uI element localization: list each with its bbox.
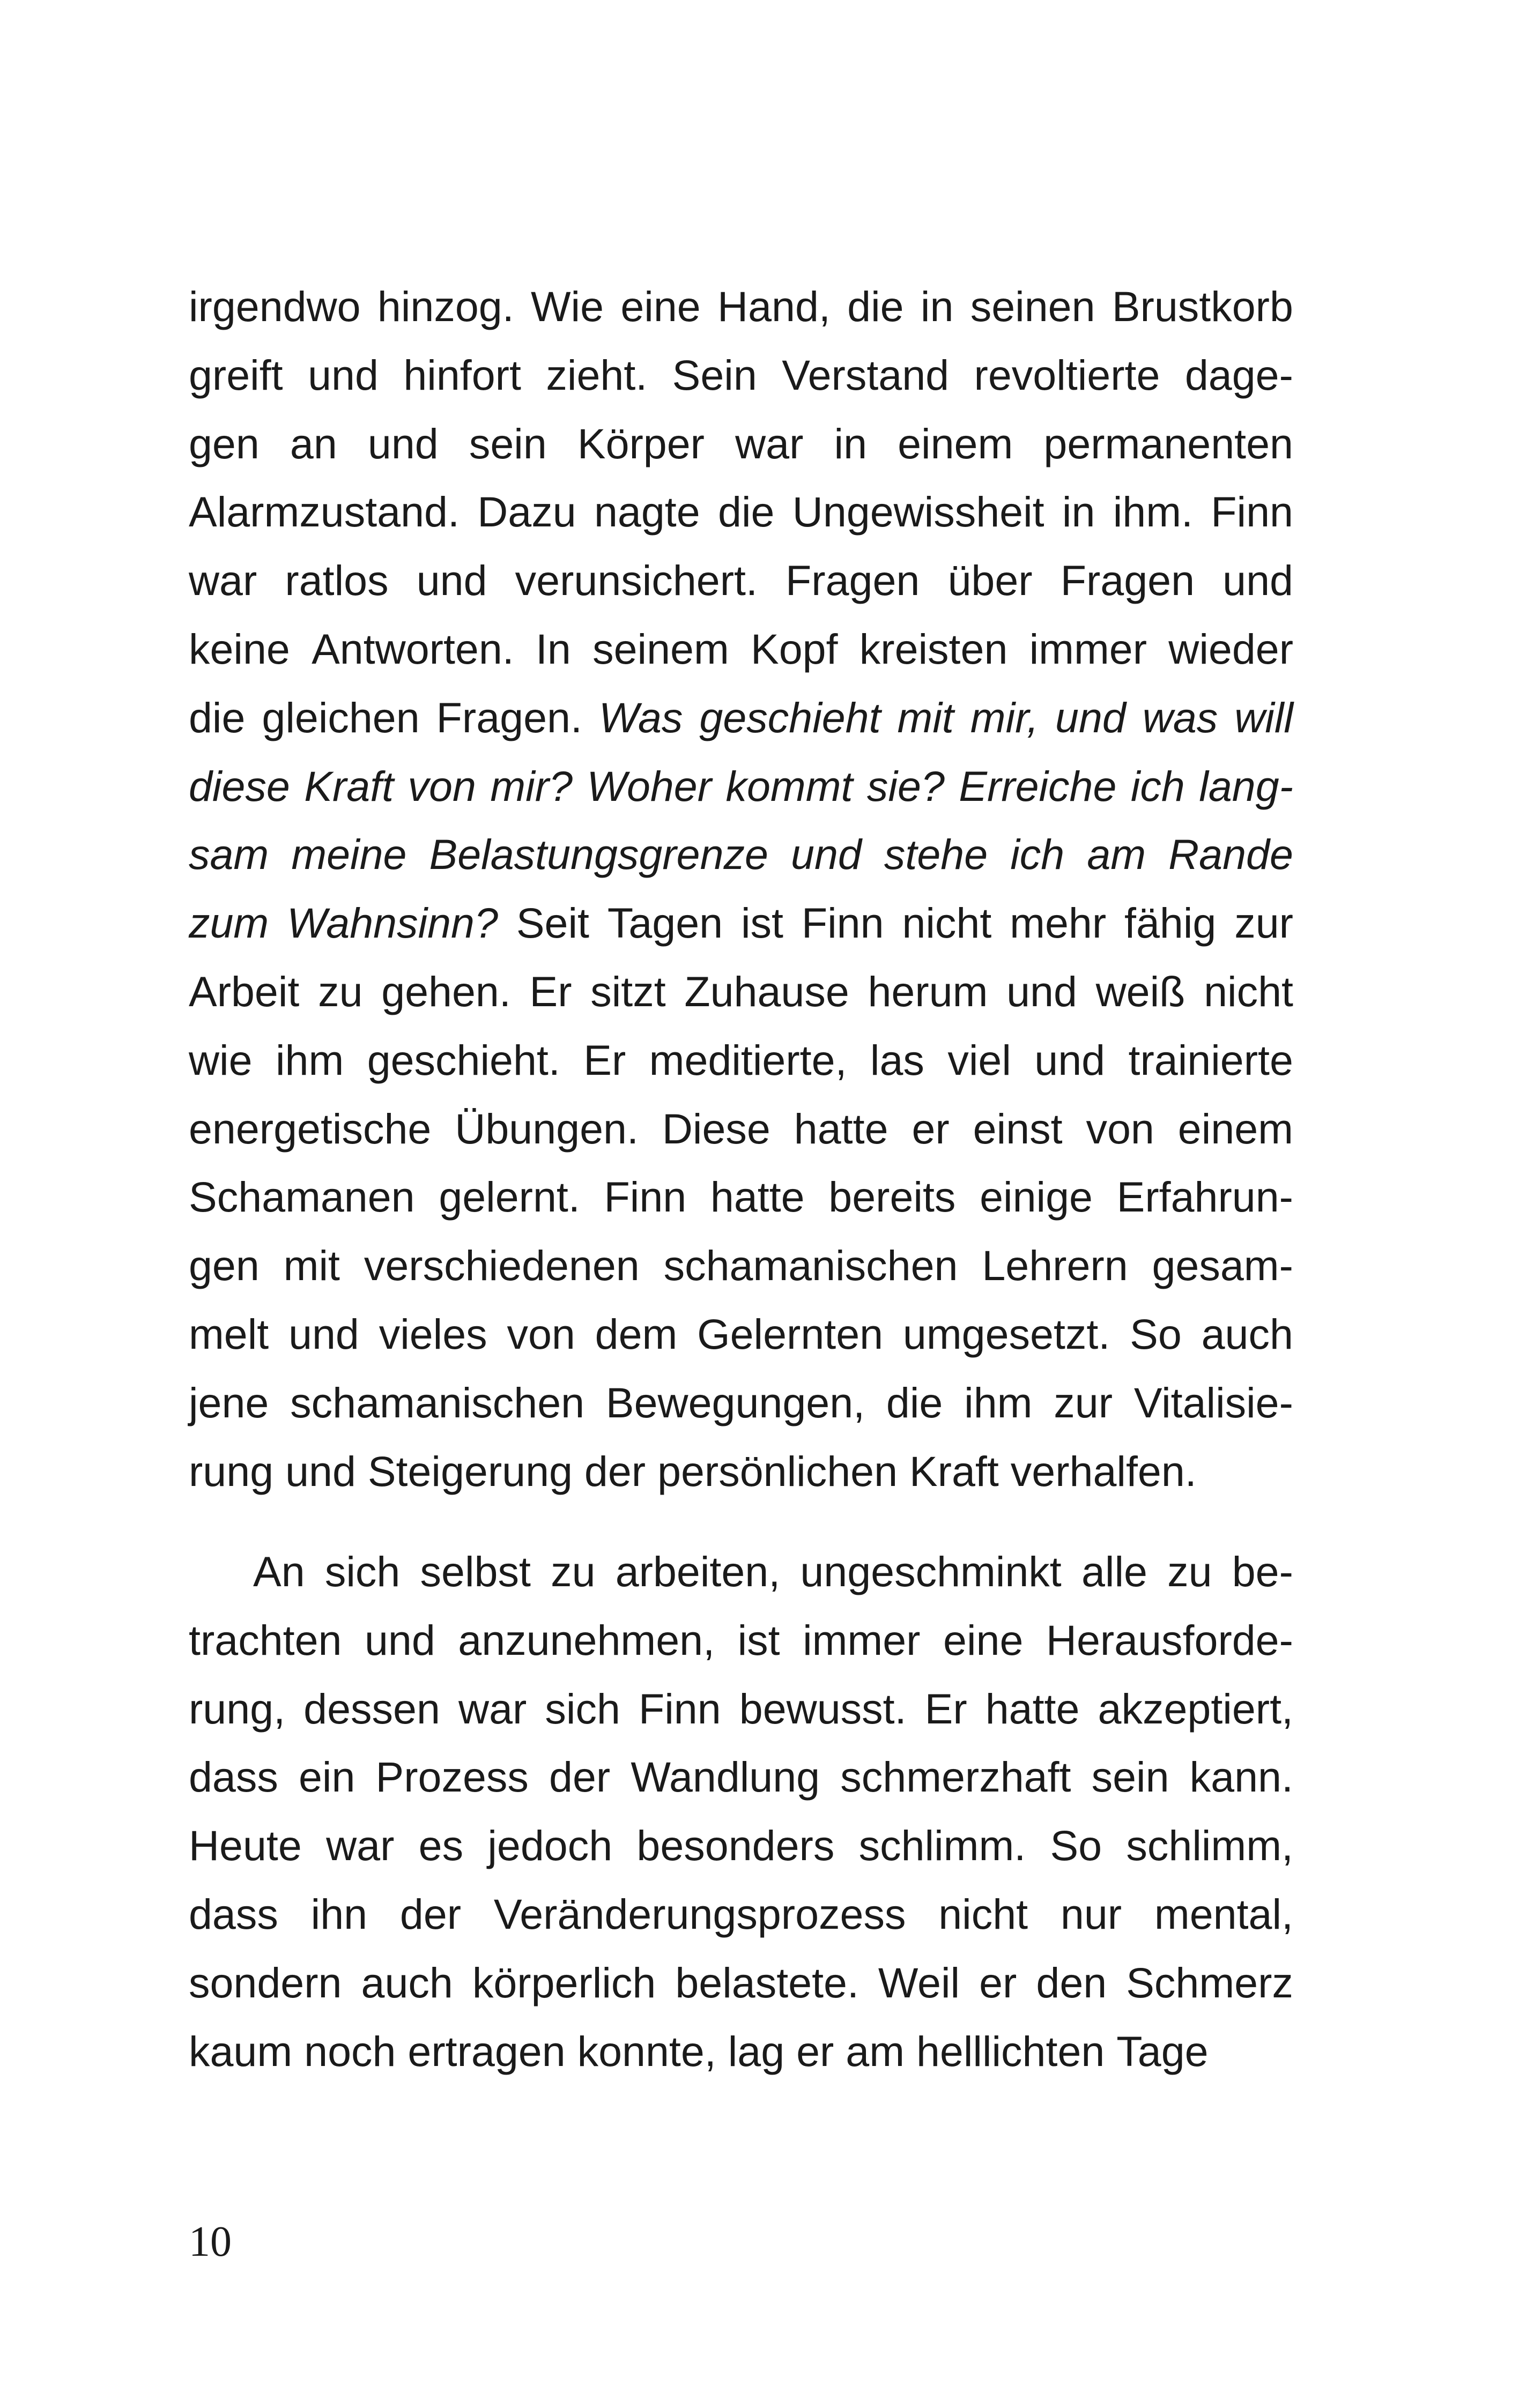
word: nagte <box>594 488 700 536</box>
text-line <box>189 1163 1293 1231</box>
word: Erreiche <box>959 762 1117 810</box>
paragraph-2 <box>189 1537 1293 2085</box>
word: In <box>535 625 571 673</box>
word: wie <box>189 1036 253 1084</box>
word: ertragen <box>407 2027 577 2075</box>
word: akzeptiert, <box>1098 1684 1293 1733</box>
word: schamanischen <box>663 1242 958 1290</box>
word: eine <box>620 283 701 330</box>
word: und <box>285 1447 368 1495</box>
word: immer <box>1029 625 1147 673</box>
word: nicht <box>938 1890 1028 1938</box>
word: greift <box>189 351 283 399</box>
word: sich <box>545 1684 620 1733</box>
word: sitzt <box>590 967 666 1015</box>
text-line <box>189 478 1293 546</box>
word: An <box>253 1548 305 1595</box>
word: Vitalisie- <box>1133 1378 1293 1426</box>
word: rung <box>189 1447 286 1495</box>
word: Erfahrun- <box>1116 1173 1293 1221</box>
word: Er <box>924 1684 967 1733</box>
word: noch <box>304 2027 408 2075</box>
word: verschiedenen <box>364 1242 640 1290</box>
word: bewusst. <box>739 1684 907 1733</box>
word: Tagen <box>607 899 723 947</box>
word: revoltierte <box>974 351 1160 399</box>
word: fähig <box>1124 899 1217 947</box>
word: der <box>584 1447 658 1495</box>
word: Er <box>529 967 572 1015</box>
word: bereits <box>828 1173 956 1221</box>
word: in <box>1062 488 1095 536</box>
word: ich <box>1010 830 1065 879</box>
word: vieles <box>379 1310 487 1358</box>
word: zu <box>551 1548 596 1595</box>
word: belastete. <box>675 1958 859 2006</box>
word: zum <box>189 899 269 947</box>
word: hatte <box>794 1104 888 1153</box>
word: lang- <box>1199 762 1293 810</box>
word: Weil <box>878 1958 960 2006</box>
text-line <box>189 889 1293 957</box>
word: irgendwo <box>189 283 361 330</box>
word: Wie <box>530 283 604 330</box>
word: alle <box>1081 1548 1147 1595</box>
word: Gelernten <box>697 1310 884 1358</box>
word: dem <box>595 1310 678 1358</box>
text-line <box>189 1675 1293 1743</box>
word: am <box>846 2027 916 2075</box>
word: Steigerung <box>367 1447 584 1495</box>
word: Alarmzustand. <box>189 488 460 536</box>
word: ich <box>1130 762 1185 810</box>
word: Bewegungen, <box>605 1378 865 1426</box>
word: geschieht <box>699 693 881 741</box>
word: an <box>290 419 337 467</box>
word: konnte, <box>577 2027 728 2075</box>
text-line <box>189 341 1293 410</box>
word: So <box>1130 1310 1182 1358</box>
word: die <box>886 1378 943 1426</box>
word: eine <box>943 1616 1024 1664</box>
word: den <box>1036 1958 1107 2006</box>
paragraph-1 <box>189 272 1293 1505</box>
text-line <box>189 752 1293 821</box>
word: selbst <box>420 1548 531 1595</box>
word: weiß <box>1095 967 1185 1015</box>
word: dage- <box>1184 351 1293 399</box>
word: einem <box>1177 1104 1293 1153</box>
word: und <box>367 419 439 467</box>
word: Finn <box>639 1684 721 1733</box>
text-line <box>189 1300 1293 1369</box>
word: seinem <box>592 625 729 673</box>
word: Körper <box>577 419 705 467</box>
word: hinfort <box>403 351 521 399</box>
word: ihm. <box>1113 488 1193 536</box>
word: Finn <box>1211 488 1293 536</box>
word: schlimm. <box>858 1822 1026 1870</box>
text-line <box>189 820 1293 889</box>
word: Antworten. <box>312 625 514 673</box>
word: was <box>1142 693 1218 741</box>
word: die <box>718 488 775 536</box>
word: ratlos <box>285 556 389 605</box>
word: von <box>407 762 476 810</box>
word: Lehrern <box>982 1242 1128 1290</box>
text-line <box>189 683 1293 752</box>
word: über <box>947 556 1033 605</box>
word: Dazu <box>477 488 576 536</box>
word: schlimm, <box>1126 1822 1293 1870</box>
word: gesam- <box>1152 1242 1293 1290</box>
word: Ungewissheit <box>792 488 1044 536</box>
text-line <box>189 272 1293 341</box>
word: seinen <box>970 283 1095 330</box>
word: ihm <box>275 1036 344 1084</box>
word: zur <box>1234 899 1293 947</box>
word: gleichen <box>262 693 420 741</box>
word: las <box>870 1036 924 1084</box>
word: arbeiten, <box>615 1548 781 1595</box>
text-line <box>189 1949 1293 2017</box>
word: auch <box>361 1958 453 2006</box>
word: jene <box>189 1378 269 1426</box>
word: körperlich <box>472 1958 656 2006</box>
word: wieder <box>1168 625 1293 673</box>
word: zu <box>1167 1548 1212 1595</box>
text-line <box>189 1231 1293 1300</box>
text-line <box>189 1811 1293 1880</box>
text-line <box>189 1743 1293 1811</box>
word: mir, <box>970 693 1039 741</box>
word: Was <box>598 693 683 741</box>
word: Sein <box>672 351 757 399</box>
word: Finn <box>604 1173 687 1221</box>
text-line <box>189 1880 1293 1949</box>
text-line <box>189 546 1293 615</box>
text-line <box>189 1369 1293 1437</box>
word: in <box>834 419 868 467</box>
word: Finn <box>801 899 884 947</box>
word: Kopf <box>751 625 838 673</box>
word: Prozess <box>375 1753 529 1801</box>
word: schamanischen <box>290 1378 585 1426</box>
word: von <box>1086 1104 1154 1153</box>
word: und <box>288 1310 359 1358</box>
word: gehen. <box>381 967 511 1015</box>
word: einem <box>898 419 1013 467</box>
text-line <box>189 1606 1293 1675</box>
word: Er <box>583 1036 626 1084</box>
word: hinzog. <box>377 283 514 330</box>
word: Verstand <box>782 351 950 399</box>
word: besonders <box>636 1822 835 1870</box>
word: Hand, <box>717 283 831 330</box>
word: und <box>1034 1036 1106 1084</box>
word: gelernt. <box>439 1173 580 1221</box>
word: dessen <box>303 1684 440 1733</box>
word: war <box>735 419 804 467</box>
word: der <box>399 1890 462 1938</box>
word: Übungen. <box>455 1104 639 1153</box>
word: von <box>507 1310 575 1358</box>
word: Belastungsgrenze <box>429 830 768 879</box>
word: nur <box>1060 1890 1122 1938</box>
word: und <box>1222 556 1293 605</box>
word: war <box>189 556 257 605</box>
word: hatte <box>985 1684 1080 1733</box>
word: energetische <box>189 1104 432 1153</box>
word: Kraft <box>909 1447 1011 1495</box>
word: Herausforde- <box>1046 1616 1293 1664</box>
word: ungeschminkt <box>800 1548 1062 1595</box>
word: Fragen. <box>436 693 582 741</box>
word: ein <box>298 1753 355 1801</box>
word: einige <box>980 1173 1093 1221</box>
word: Fragen <box>1060 556 1195 605</box>
word: schmerzhaft <box>840 1753 1071 1801</box>
word: stehe <box>884 830 988 879</box>
word: ihm <box>964 1378 1033 1426</box>
word: war <box>458 1684 527 1733</box>
word: Wahnsinn? <box>287 899 498 947</box>
word: kommt <box>725 762 853 810</box>
word: kreisten <box>859 625 1008 673</box>
word: mit <box>897 693 954 741</box>
word: einst <box>973 1104 1063 1153</box>
word: ist <box>740 899 783 947</box>
word: keine <box>189 625 290 673</box>
word: persönlichen <box>657 1447 909 1495</box>
word: und <box>416 556 487 605</box>
word: trainierte <box>1128 1036 1293 1084</box>
word: will <box>1234 693 1293 741</box>
word: und <box>791 830 862 879</box>
word: kann. <box>1189 1753 1293 1801</box>
word: kaum <box>189 2027 305 2075</box>
text-line <box>189 957 1293 1026</box>
page-number: 10 <box>189 2218 232 2265</box>
word: trachten <box>189 1616 342 1664</box>
word: umgesetzt. <box>902 1310 1110 1358</box>
word: anzunehmen, <box>458 1616 715 1664</box>
word: mental, <box>1154 1890 1293 1938</box>
word: jedoch <box>487 1822 613 1870</box>
text-line <box>189 615 1293 683</box>
word: nicht <box>1204 967 1293 1015</box>
word: sein <box>1091 1753 1169 1801</box>
word: sie? <box>866 762 945 810</box>
word: herum <box>868 967 988 1015</box>
word: zur <box>1054 1378 1113 1426</box>
word: So <box>1050 1822 1102 1870</box>
word: Tage <box>1116 2027 1209 2075</box>
word: nicht <box>902 899 992 947</box>
word: und <box>1055 693 1126 741</box>
word: sam <box>189 830 269 879</box>
word: immer <box>803 1616 921 1664</box>
text-line <box>189 1095 1293 1163</box>
word: Veränderungsprozess <box>493 1890 906 1938</box>
word: helllichten <box>916 2027 1117 2075</box>
word: be- <box>1232 1548 1293 1595</box>
word: permanenten <box>1043 419 1293 467</box>
word: Kraft <box>304 762 394 810</box>
word: ist <box>737 1616 780 1664</box>
text-line <box>189 410 1293 478</box>
word: mit <box>283 1242 340 1290</box>
word: Fragen <box>786 556 920 605</box>
word: ihn <box>310 1890 368 1938</box>
word: meditierte, <box>649 1036 847 1084</box>
word: er <box>796 2027 846 2075</box>
word: mir? <box>490 762 573 810</box>
word: zu <box>318 967 363 1015</box>
word: der <box>549 1753 611 1801</box>
word: die <box>847 283 904 330</box>
word: war <box>326 1822 395 1870</box>
word: mehr <box>1010 899 1107 947</box>
word: auch <box>1201 1310 1293 1358</box>
word: und <box>364 1616 435 1664</box>
word: zieht. <box>546 351 648 399</box>
word: er <box>979 1958 1017 2006</box>
word: lag <box>728 2027 797 2075</box>
word: meine <box>291 830 407 879</box>
word: verhalfen. <box>1010 1447 1197 1495</box>
word: hatte <box>710 1173 805 1221</box>
word: dass <box>189 1890 278 1938</box>
text-line <box>189 2017 1293 2086</box>
text-line <box>189 1537 1293 1606</box>
word: melt <box>189 1310 269 1358</box>
word: Diese <box>662 1104 770 1153</box>
word: Schamanen <box>189 1173 415 1221</box>
word: gen <box>189 419 260 467</box>
word: er <box>912 1104 950 1153</box>
word: Zuhause <box>684 967 849 1015</box>
word: Woher <box>587 762 712 810</box>
word: Wandlung <box>631 1753 820 1801</box>
word: diese <box>189 762 290 810</box>
word: und <box>1006 967 1077 1015</box>
word: dass <box>189 1753 278 1801</box>
text-line <box>189 1026 1293 1095</box>
word: es <box>418 1822 464 1870</box>
word: Brustkorb <box>1112 283 1293 330</box>
word: sich <box>324 1548 401 1595</box>
word: am <box>1087 830 1146 879</box>
word: Arbeit <box>189 967 300 1015</box>
word: Seit <box>516 899 589 947</box>
word: in <box>920 283 954 330</box>
word: viel <box>947 1036 1011 1084</box>
word: gen <box>189 1242 260 1290</box>
word: geschieht. <box>367 1036 560 1084</box>
word: Rande <box>1168 830 1293 879</box>
word: verunsichert. <box>515 556 758 605</box>
word: sein <box>469 419 547 467</box>
word: sondern <box>189 1958 342 2006</box>
word: Heute <box>189 1822 302 1870</box>
text-line <box>189 1437 1293 1506</box>
word: rung, <box>189 1684 286 1733</box>
word: Schmerz <box>1126 1958 1293 2006</box>
word: die <box>189 693 246 741</box>
word: und <box>308 351 379 399</box>
